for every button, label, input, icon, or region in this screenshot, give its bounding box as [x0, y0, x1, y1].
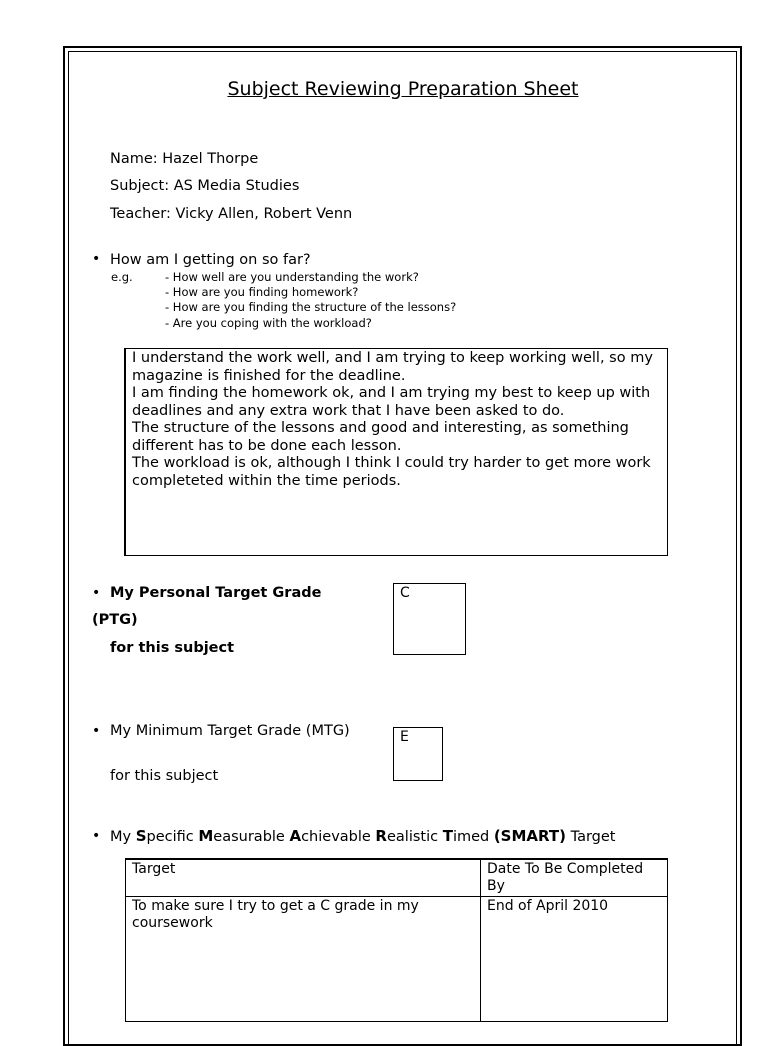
student-subject: Subject: AS Media Studies	[110, 178, 300, 194]
answer-line: I understand the work well, and I am trying to keep working well, so my magazine is finished for the deadline.	[132, 350, 653, 384]
eg-label: e.g.	[111, 270, 133, 284]
ptg-grade-box[interactable]	[393, 583, 466, 655]
ptg-abbr: (PTG)	[92, 612, 138, 628]
ptg-label: My Personal Target Grade	[110, 585, 322, 601]
prompt-homework: - How are you finding homework?	[165, 285, 359, 299]
target-cell[interactable]: To make sure I try to get a C grade in my coursework	[126, 897, 481, 1022]
table-row	[126, 897, 668, 1022]
table-header-row	[126, 859, 668, 897]
ptg-subject-label: for this subject	[110, 640, 235, 656]
bullet-icon: •	[92, 585, 101, 601]
prompt-structure: - How are you finding the structure of the lessons?	[165, 300, 457, 314]
prompt-understanding: - How well are you understanding the work?	[165, 270, 419, 284]
ptg-grade: C	[400, 585, 410, 601]
prompt-workload: - Are you coping with the workload?	[165, 316, 372, 330]
date-cell[interactable]: End of April 2010	[481, 897, 668, 1022]
header-date: Date To Be Completed By	[481, 859, 668, 897]
mtg-grade: E	[400, 729, 409, 745]
answer-line: The structure of the lessons and good and interesting, as something different has to be done each lesson.	[132, 420, 629, 454]
bullet-icon: •	[92, 251, 101, 267]
student-teacher: Teacher: Vicky Allen, Robert Venn	[110, 206, 353, 222]
progress-answer-box[interactable]	[124, 348, 668, 556]
smart-heading: My Specific Measurable Achievable Realistic Timed (SMART) Target	[110, 827, 616, 845]
bullet-icon: •	[92, 723, 101, 739]
student-name: Name: Hazel Thorpe	[110, 151, 259, 167]
progress-question: How am I getting on so far?	[110, 252, 311, 268]
mtg-subject-label: for this subject	[110, 768, 219, 784]
answer-line: I am finding the homework ok, and I am trying my best to keep up with deadlines and any extra work that I have been asked to do.	[132, 385, 651, 419]
mtg-grade-box[interactable]	[393, 727, 443, 781]
page-title: Subject Reviewing Preparation Sheet	[227, 78, 579, 100]
mtg-label: My Minimum Target Grade (MTG)	[110, 723, 350, 739]
bullet-icon: •	[92, 828, 101, 844]
answer-line: The workload is ok, although I think I could try harder to get more work completeted within the time periods.	[132, 455, 651, 489]
smart-target-table	[125, 858, 668, 1022]
header-target: Target	[126, 859, 481, 897]
